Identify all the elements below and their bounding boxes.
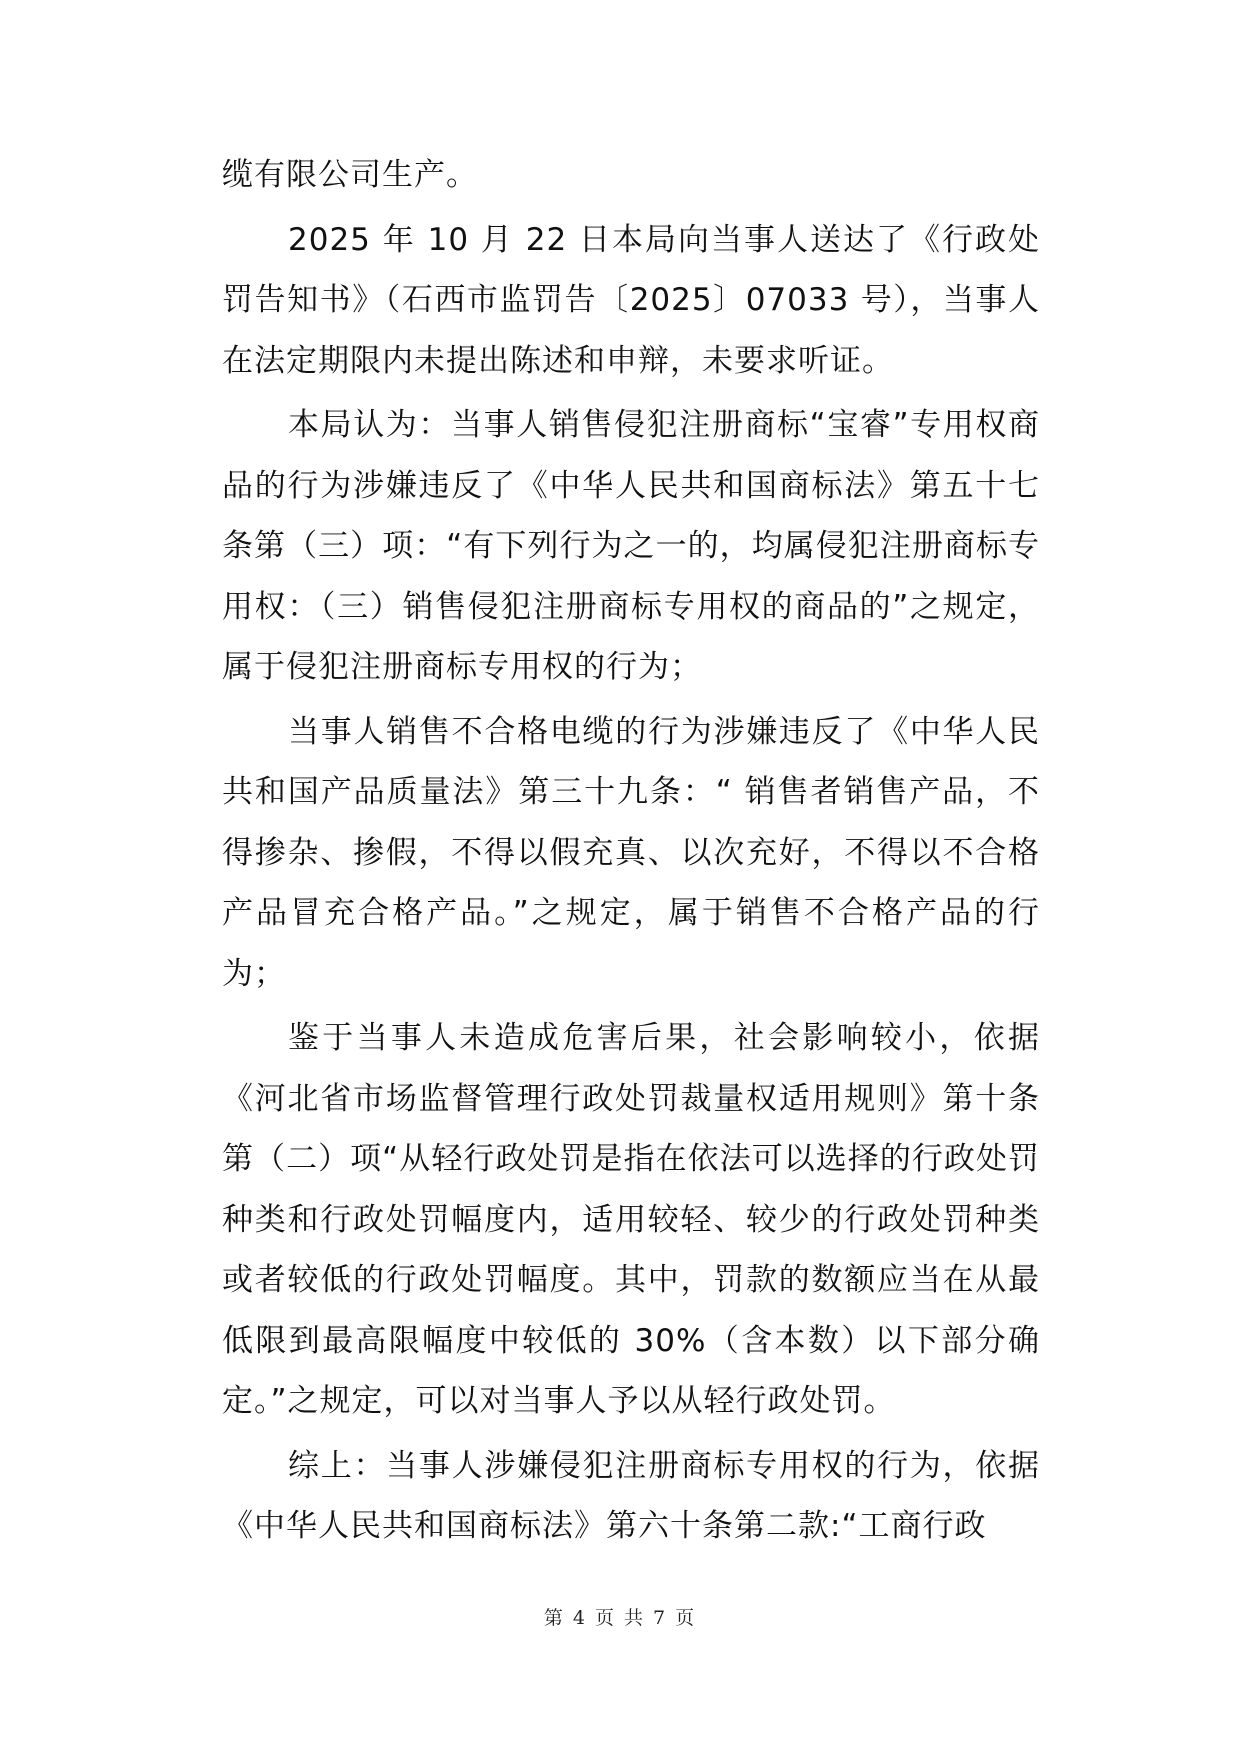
paragraph-trademark-violation: 本局认为：当事人销售侵犯注册商标“宝睿”专用权商品的行为涉嫌违反了《中华人民共和国商标法》第五十七条第（三）项：“有下列行为之一的，均属侵犯注册商标专用权：（三）销售侵犯注册商标专用权的商品的”之规定，属于侵犯注册商标专用权的行为； <box>222 407 1040 685</box>
paragraph-notice-delivery: 2025 年 10 月 22 日本局向当事人送达了《行政处罚告知书》（石西市监罚告〔2025〕07033 号），当事人在法定期限内未提出陈述和申辩，未要求听证。 <box>222 221 1040 379</box>
page-number-footer: 第 4 页 共 7 页 <box>543 1607 697 1629</box>
paragraph-conclusion: 综上：当事人涉嫌侵犯注册商标专用权的行为，依据《中华人民共和国商标法》第六十条第二款:“工商行政 <box>222 1447 1040 1544</box>
paragraph-lenient-penalty: 鉴于当事人未造成危害后果，社会影响较小，依据《河北省市场监督管理行政处罚裁量权适用规则》第十条第（二）项“从轻行政处罚是指在依法可以选择的行政处罚种类和行政处罚幅度内，适用较轻、较少的行政处罚种类或者较低的行政处罚幅度。其中，罚款的数额应当在从最低限到最高限幅度中较低的 30%（含本数）以下部分确定。”之规定，可以对当事人予以从轻行政处罚。 <box>222 1020 1040 1419</box>
paragraph-product-quality-violation: 当事人销售不合格电缆的行为涉嫌违反了《中华人民共和国产品质量法》第三十九条：“ 销售者销售产品，不得掺杂、掺假，不得以假充真、以次充好，不得以不合格产品冒充合格产品。”之规定，属于销售不合格产品的行为； <box>222 713 1040 992</box>
paragraph-continuation: 缆有限公司生产。 <box>222 157 478 193</box>
document-body <box>222 145 1040 1557</box>
